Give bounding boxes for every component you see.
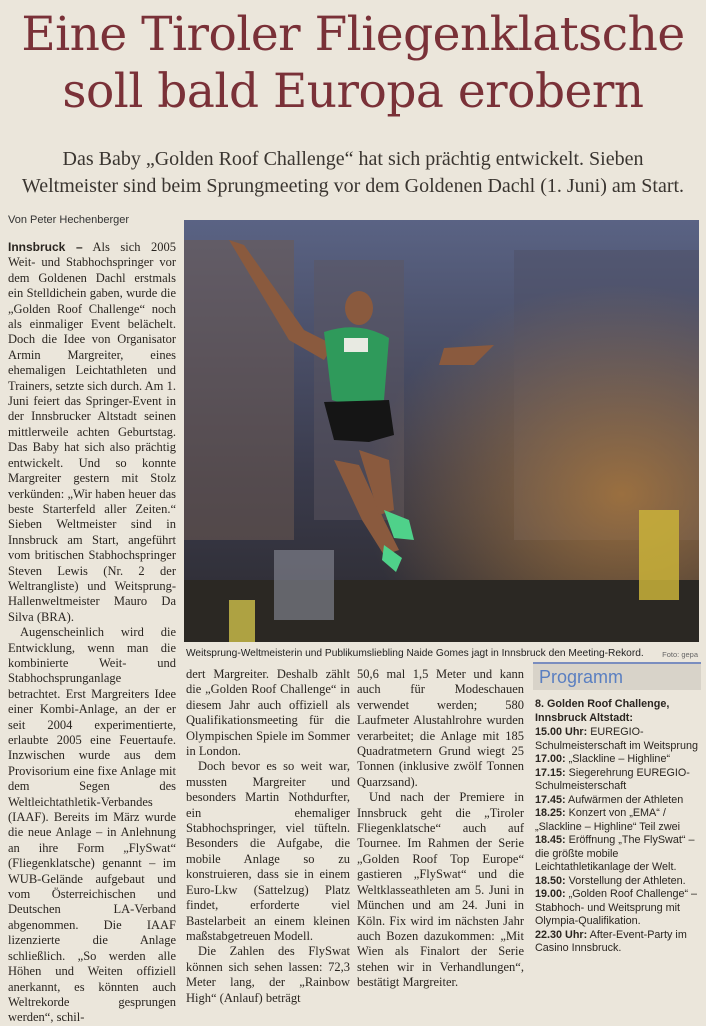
program-item <box>535 834 701 875</box>
program-text: „Slackline – Highline“ <box>568 753 671 765</box>
subhead-line-2: Weltmeister sind beim Sprungmeeting vor dem Goldenen Dachl (1. Juni) am Start. <box>21 175 685 197</box>
subheadline <box>10 146 696 200</box>
program-time: 18.25: <box>535 807 566 819</box>
subhead-line-1: Das Baby „Golden Roof Challenge“ hat sich prächtig entwickelt. Sieben <box>62 148 644 170</box>
long-jump-photo-illustration <box>184 220 699 642</box>
program-time: 18.50: <box>535 874 566 887</box>
sidebar-title: Programm <box>539 667 624 687</box>
program-item <box>535 726 701 753</box>
article-column-2 <box>186 667 350 1006</box>
program-time: 19.00: <box>535 888 566 900</box>
program-item <box>535 753 701 767</box>
program-text: Konzert von „EMA“ / „Slackline – Highline“ Teil zwei <box>535 807 681 833</box>
article-column-1 <box>8 240 176 1026</box>
program-time: 17.15: <box>535 766 566 779</box>
program-time: 15.00 Uhr: <box>535 726 588 738</box>
article-column-3 <box>357 667 524 991</box>
program-heading: 8. Golden Roof Challenge, Innsbruck Altstadt: <box>535 698 670 724</box>
paragraph: dert Margreiter. Deshalb zählt die „Golden Roof Challenge“ in diesem Jahr auch offiziell als Qualifikationsmeeting für die Olympischen Spiele im Sommer in London. <box>186 667 350 759</box>
dateline: Innsbruck – <box>8 240 83 254</box>
program-text: „Golden Roof Challenge“ – Stabhoch- und Weitsprung mit Olympia-Qualifikation. <box>535 888 698 927</box>
program-text: Aufwärmen der Athleten <box>568 793 684 806</box>
headline <box>0 6 706 120</box>
program-item <box>535 875 701 889</box>
program-time: 17.00: <box>535 753 566 765</box>
program-text: Vorstellung der Athleten. <box>568 874 686 887</box>
paragraph <box>8 240 176 625</box>
paragraph: 50,6 mal 1,5 Meter und kann auch für Modeschauen verwendet werden; 580 Laufmeter Alustahlrohre wurden verarbeitet; die Anlage mit 185 Quadratmetern Grund wiegt 25 Tonnen (inklusive zwölf Tonnen Quarzsand). <box>357 667 524 789</box>
program-time: 17.45: <box>535 793 566 806</box>
program-time: 22.30 Uhr: <box>535 928 588 941</box>
photo-caption: Weitsprung-Weltmeisterin und Publikumsliebling Naide Gomes jagt in Innsbruck den Meeting-Rekord. <box>186 648 644 659</box>
program-text: EUREGIO-Schulmeisterschaft im Weitsprung <box>535 726 699 752</box>
program-item <box>535 767 701 794</box>
program-text: After-Event-Party im Casino Innsbruck. <box>535 928 687 954</box>
paragraph-text: Als sich 2005 Weit- und Stabhochspringer vor dem Goldenen Dachl erstmals ein Stelldichein gaben, wurde die „Golden Roof Challenge“ noch als einmaliger Event belächelt. Doch die Idee von Organisator Armin Margreiter, eines ehemaligen Leichtathleten und Trainers, setzte sich durch. Am 1. Juni feiert das Springer-Event in der Innsbrucker Altstadt seinen mittlerweile achten Geburtstag. Das Baby hat sich also prächtig entwickelt. Und so konnte Margreiter gestern mit Stolz verkünden: „Wir haben heuer das beste Starterfeld aller Zeiten.“ Sieben Weltmeister sind in Innsbruck am Start, angeführt vom britischen Stabhochspringer Steven Lewis (Nr. 2 der Weltrangliste) und Weitsprung-Hallenweltmeister Mauro Da Silva (BRA). <box>8 240 177 624</box>
program-text: Eröffnung „The FlySwat“ – die größte mobile Leichtathletikanlage der Welt. <box>535 834 695 873</box>
paragraph: Doch bevor es so weit war, mussten Margreiter und besonders Martin Nothdurfter, ein ehemaliger Stabhochspringer, viel tüfteln. Besonders die Aufgabe, die mobile Anlage so zu konstruieren, dass sie in einem Euro-Lkw (Sattelzug) Platz findet, erforderte viel Bastelarbeit an einem kleinen maßstabgetreuen Modell. <box>186 759 350 943</box>
program-item <box>535 888 701 929</box>
program-item <box>535 794 701 808</box>
program-item <box>535 929 701 956</box>
headline-line-2: soll bald Europa erobern <box>62 64 644 119</box>
program-text: Siegerehrung EUREGIO-Schulmeisterschaft <box>535 766 690 792</box>
program-sidebar <box>533 688 701 956</box>
paragraph: Die Zahlen des FlySwat können sich sehen lassen: 72,3 Meter lang, der „Rainbow High“ (Anlauf) beträgt <box>186 944 350 1005</box>
photo-credit: Foto: gepa <box>662 650 698 659</box>
byline: Von Peter Hechenberger <box>8 214 130 226</box>
athlete-photo <box>184 220 699 642</box>
paragraph: Augenscheinlich wird die Entwicklung, wenn man die kombinierte Weit- und Stabhochsprunganlage betrachtet. Erst Margreiters Idee einer Kombi-Anlage, an der er seit 2004 experimentierte, erlaubte 2005 eine Feuertaufe. Inzwischen wurde aus dem Provisorium eine fixe Anlage mit dem Segen des Weltleichtathletik-Verbandes (IAAF). Bereits im März wurde die neue Anlage – in Anlehnung an ihre Form „FlySwat“ (Fliegenklatsche) genannt – im WUB-Gelände aufgebaut und vom Österreichischen und Deutschen LA-Verband abgenommen. Die IAAF lizenzierte die Anlage schließlich. „So werden alle Höhen und Weiten offiziell anerkannt, es könnten auch Weltrekorde gesprungen werden“, schil- <box>8 625 176 1025</box>
headline-line-1: Eine Tiroler Fliegenklatsche <box>21 7 685 62</box>
paragraph: Und nach der Premiere in Innsbruck geht die „Tiroler Fliegenklatsche“ auch auf Tournee. Im Rahmen der Serie „Golden Roof Top Europe“ gastieren „FlySwat“ und die Weltklasseathleten am 5. Juni in München und am 24. Juni in Köln. Fix wird im nächsten Jahr auch Bozen dazukommen: „Mit Wien als Finalort der Serie stehen wir in Verhandlungen“, bestätigt Margreiter. <box>357 790 524 990</box>
sidebar-title-bar <box>533 662 701 690</box>
program-item <box>535 807 701 834</box>
program-time: 18.45: <box>535 834 566 846</box>
